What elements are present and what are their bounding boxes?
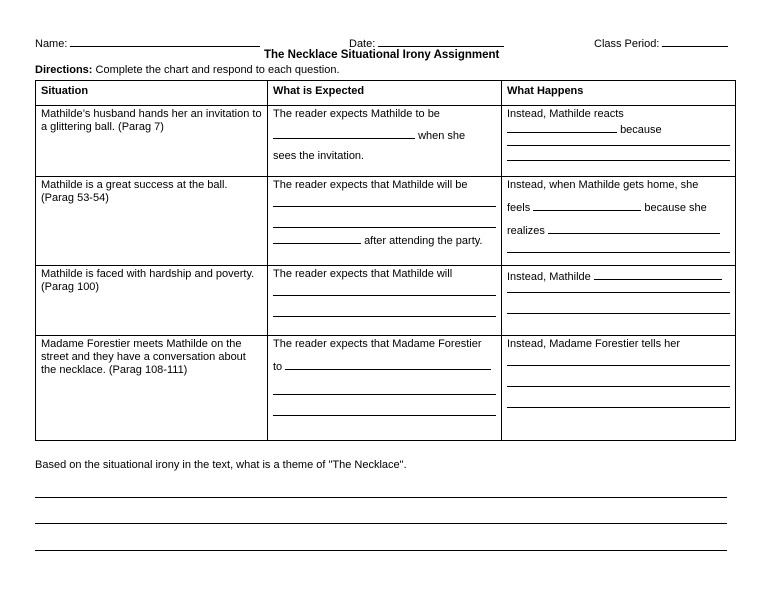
situation-cell xyxy=(36,106,268,177)
expected-cell xyxy=(268,106,502,177)
answer-line[interactable] xyxy=(273,374,496,395)
happens-text: Instead, Mathilde xyxy=(507,271,591,283)
expected-text: The reader expects that Madame Forestier xyxy=(273,338,482,350)
situation-text: Mathilde is a great success at the ball. (Parag 53-54) xyxy=(41,179,228,204)
table-row xyxy=(36,177,736,266)
answer-line[interactable] xyxy=(35,523,727,524)
answer-blank[interactable] xyxy=(533,199,641,211)
directions-text: Complete the chart and respond to each question. xyxy=(92,64,340,76)
header-situation: Situation xyxy=(36,81,268,106)
happens-cell xyxy=(502,336,736,441)
header-expected: What is Expected xyxy=(268,81,502,106)
answer-line[interactable] xyxy=(273,281,496,296)
name-label: Name: xyxy=(35,38,68,50)
happens-cell xyxy=(502,177,736,266)
expected-cell xyxy=(268,266,502,336)
situation-cell xyxy=(36,177,268,266)
happens-text: realizes xyxy=(507,225,545,237)
happens-cell xyxy=(502,106,736,177)
situation-text: Mathilde is faced with hardship and poverty. (Parag 100) xyxy=(41,268,255,293)
date-blank[interactable] xyxy=(378,35,504,47)
expected-cell xyxy=(268,336,502,441)
table-row xyxy=(36,336,736,441)
table-row xyxy=(36,266,736,336)
class-period-field[interactable] xyxy=(594,35,728,50)
happens-text: because she xyxy=(644,202,707,214)
answer-blank[interactable] xyxy=(507,121,617,133)
directions xyxy=(35,64,340,76)
date-label: Date: xyxy=(349,38,376,50)
answer-line[interactable] xyxy=(507,238,730,253)
answer-blank[interactable] xyxy=(548,222,720,234)
table-header-row xyxy=(36,81,736,106)
table-row xyxy=(36,106,736,177)
class-period-label: Class Period: xyxy=(594,38,660,50)
answer-blank[interactable] xyxy=(285,358,491,370)
answer-line[interactable] xyxy=(507,351,730,366)
happens-cell xyxy=(502,266,736,336)
situation-text: Madame Forestier meets Mathilde on the street and they have a conversation about the necklace. (Parag 108-111) xyxy=(41,338,246,376)
expected-text: The reader expects that Mathilde will be xyxy=(273,179,468,191)
date-field[interactable] xyxy=(349,35,504,50)
class-period-blank[interactable] xyxy=(662,35,728,47)
answer-line[interactable] xyxy=(507,293,730,314)
name-field[interactable] xyxy=(35,35,260,50)
directions-label: Directions: xyxy=(35,64,93,76)
answer-line[interactable] xyxy=(273,395,496,416)
happens-text: because xyxy=(620,124,662,136)
answer-line[interactable] xyxy=(35,550,727,551)
answer-line[interactable] xyxy=(273,207,496,228)
situation-cell xyxy=(36,266,268,336)
theme-question: Based on the situational irony in the text, what is a theme of "The Necklace". xyxy=(35,459,407,471)
answer-line[interactable] xyxy=(507,387,730,408)
expected-cell xyxy=(268,177,502,266)
name-blank[interactable] xyxy=(70,35,260,47)
happens-text: Instead, Mathilde reacts xyxy=(507,108,624,120)
expected-text: when she xyxy=(418,130,466,142)
answer-line[interactable] xyxy=(507,146,730,161)
header-happens: What Happens xyxy=(502,81,736,106)
answer-blank[interactable] xyxy=(273,232,361,244)
answer-blank[interactable] xyxy=(273,127,415,139)
situation-cell xyxy=(36,336,268,441)
expected-text: after attending the party. xyxy=(364,235,483,247)
answer-line[interactable] xyxy=(507,284,730,293)
happens-text: feels xyxy=(507,202,531,214)
happens-text: Instead, when Mathilde gets home, she xyxy=(507,179,699,191)
expected-text: The reader expects Mathilde to be xyxy=(273,108,440,120)
happens-text: Instead, Madame Forestier tells her xyxy=(507,338,681,350)
expected-text: The reader expects that Mathilde will xyxy=(273,268,453,280)
expected-text: sees the invitation. xyxy=(273,150,365,162)
answer-line[interactable] xyxy=(507,366,730,387)
expected-text: to xyxy=(273,361,283,373)
answer-blank[interactable] xyxy=(594,268,722,280)
answer-line[interactable] xyxy=(507,137,730,146)
answer-line[interactable] xyxy=(273,296,496,317)
situation-text: Mathilde’s husband hands her an invitation to a glittering ball. (Parag 7) xyxy=(41,108,262,133)
irony-chart xyxy=(35,80,736,441)
answer-line[interactable] xyxy=(273,192,496,207)
page-title: The Necklace Situational Irony Assignment xyxy=(264,49,500,61)
answer-line[interactable] xyxy=(35,497,727,498)
